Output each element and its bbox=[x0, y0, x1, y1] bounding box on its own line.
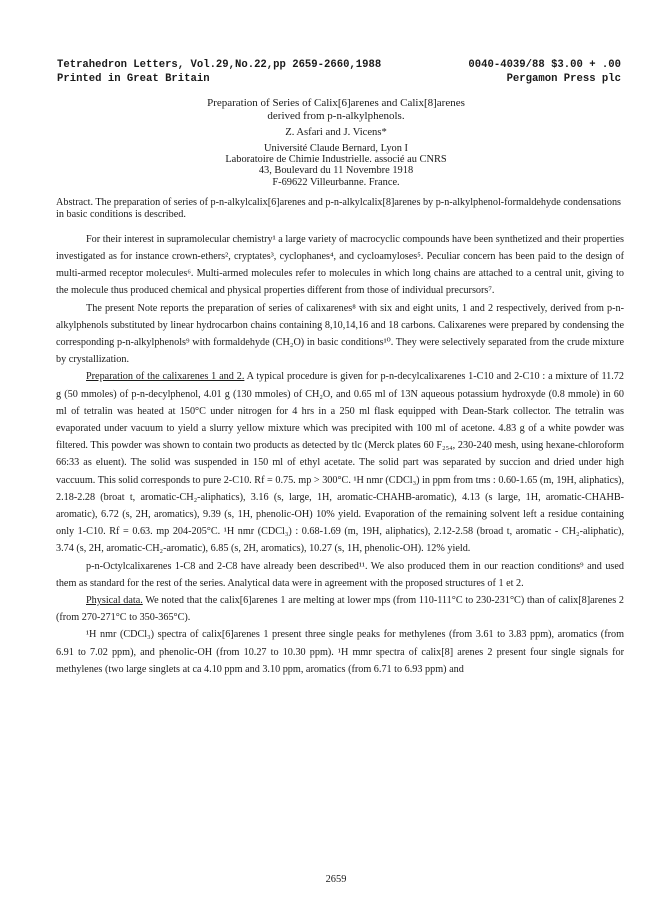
paragraph-present-note: The present Note reports the preparation of series of calixarenes⁸ with six and eight units, 1 and 2 respectively, derived from p-n-alkylphenols substituted by linear hydrocarbon chains containing 8,10,14,16 and 18 carbons. Calixarenes were prepared by condensing the corresponding p-n-alkylphenols⁹ with formaldehyde (CH₂O) in basic conditions¹⁰. They were selectively separated from the crude mixture by crystallization. bbox=[56, 302, 624, 366]
title-line-1: Preparation of Series of Calix[6]arenes and Calix[8]arenes bbox=[207, 97, 465, 109]
section-heading-preparation: Preparation of the calixarenes 1 and 2. bbox=[86, 371, 245, 383]
affiliation-line-1: Université Claude Bernard, Lyon I bbox=[264, 143, 408, 154]
affiliation-line-2: Laboratoire de Chimie Industrielle. associé au CNRS bbox=[225, 154, 447, 166]
affiliation bbox=[0, 143, 672, 188]
paragraph-physical-data bbox=[56, 592, 624, 626]
affiliation-line-3: 43, Boulevard du 11 Novembre 1918 bbox=[258, 165, 414, 177]
printed-location: Printed in Great Britain bbox=[57, 73, 210, 85]
paper-title bbox=[0, 97, 672, 123]
title-line-2: derived from p-n-alkylphenols. bbox=[267, 110, 405, 123]
physical-data-text: We noted that the calix[6]arenes 1 are melting at lower mps (from 110-111°C to 230-231°C) than of calix[8]arenes 2 (from 270-271°C to 350-365°C). bbox=[56, 595, 624, 624]
paragraph-preparation bbox=[56, 368, 624, 557]
issn-price: 0040-4039/88 $3.00 + .00 bbox=[468, 59, 621, 71]
page-number: 2659 bbox=[325, 874, 347, 885]
paragraph-nmr: ¹H nmr (CDCl₃) spectra of calix[6]arenes 1 present three single peaks for methylenes (from 3.61 to 3.83 ppm), aromatics (from 6.91 to 7.02 ppm), and phenolic-OH (from 10.27 to 10.30 ppm). ¹H mmr spectra of calix[8] arenes 2 present four single signals for methylenes (two large singlets at ca 4.10 ppm and 3.10 ppm, aromatics (from 6.71 to 6.93 ppm) and bbox=[56, 629, 624, 675]
journal-citation: Tetrahedron Letters, Vol.29,No.22,pp 2659-2660,1988 bbox=[57, 59, 382, 71]
paragraph-octylcalixarenes: p-n-Octylcalixarenes 1-C8 and 2-C8 have already been described¹¹. We also produced them in our reaction conditions⁹ and used them as standard for the rest of the series. Analytical data were in agreement with the proposed structures of 1 et 2. bbox=[56, 560, 624, 589]
abstract: Abstract. The preparation of series of p-n-alkylcalix[6]arenes and p-n-alkylcalix[8]arenes by p-n-alkylphenol-formaldehyde condensations in basic conditions is described. bbox=[56, 197, 622, 221]
authors: Z. Asfari and J. Vicens* bbox=[285, 127, 387, 138]
affiliation-line-4: F-69622 Villeurbanne. France. bbox=[272, 176, 400, 188]
article-body bbox=[56, 197, 624, 678]
paragraph-introduction: For their interest in supramolecular chemistry¹ a large variety of macrocyclic compounds have been synthetized and their properties investigated as for instance crown-ethers², cryptates³, cyclophanes⁴, and cycloamyloses⁵. Peculiar concern has been paid to the design of multi-armed receptor molecules⁶. Multi-armed molecules refer to molecules in which long chains are attached to a central unit, giving to the molecule thus produced chemical and physical properties different from those of individual precursors⁷. bbox=[56, 233, 624, 297]
publisher: Pergamon Press plc bbox=[506, 73, 621, 85]
running-header bbox=[57, 58, 625, 86]
section-heading-physical-data: Physical data. bbox=[86, 595, 143, 607]
preparation-text: A typical procedure is given for p-n-decylcalixarenes 1-C10 and 2-C10 : a mixture of 11.72 g (50 mmoles) of p-n-decylphenol, 4.01 g (130 mmoles) of CH₂O, and 0.65 ml of 13N aqueous potassium hydroxyde (0.8 mmole) in 60 ml of tetralin was heated at 150°C under nitrogen for 4 hrs in a 250 ml flask equipped with Dean-Stark collector. The tetralin was evaporated under vacuum to yield a slurry yellow mixture which was precipited with 100 ml of acetone. 4.83 g of a white powder was filtered. This powder was shown to contain two products as detected by tlc (Merck plates 60 F₂₅₄, 230-240 mesh, using hexane-chloroform 66:33 as eluent). The solid was suspended in 150 ml of ethyl acetate. The solid part was separated by succion and dried under high vaccuum. This solid corresponds to pure 2-C10. Rf = 0.75. mp > 300°C. ¹H nmr (CDCl₃) in ppm from tms : 0.60-1.65 (m, 19H, aliphatics), 2.18-2.28 (broat t, aromatic-CH₂-aliphatics), 3.16 (s, large, 1H, aromatic-CHAHB-aromatic), 4.13 (s large, 1H, aromatic-CHAHB-aromatic), 6.72 (s, 2H, aromatics), 9.39 (s, 1H, phenolic-OH) 10% yield. Evaporation of the remaining solvent left a residue containing only 1-C10. Rf = 0.63. mp 204-205°C. ¹H nmr (CDCl₃) : 0.68-1.69 (m, 19H, aliphatics), 2.12-2.58 (broad t, aromatic - CH₂-aliphatic), 3.74 (s, 2H, aromatic-CH₂-aromatic), 6.85 (s, 2H, aromatics), 10.27 (s, 1H, phenolic-OH). 12% yield. bbox=[56, 371, 624, 555]
